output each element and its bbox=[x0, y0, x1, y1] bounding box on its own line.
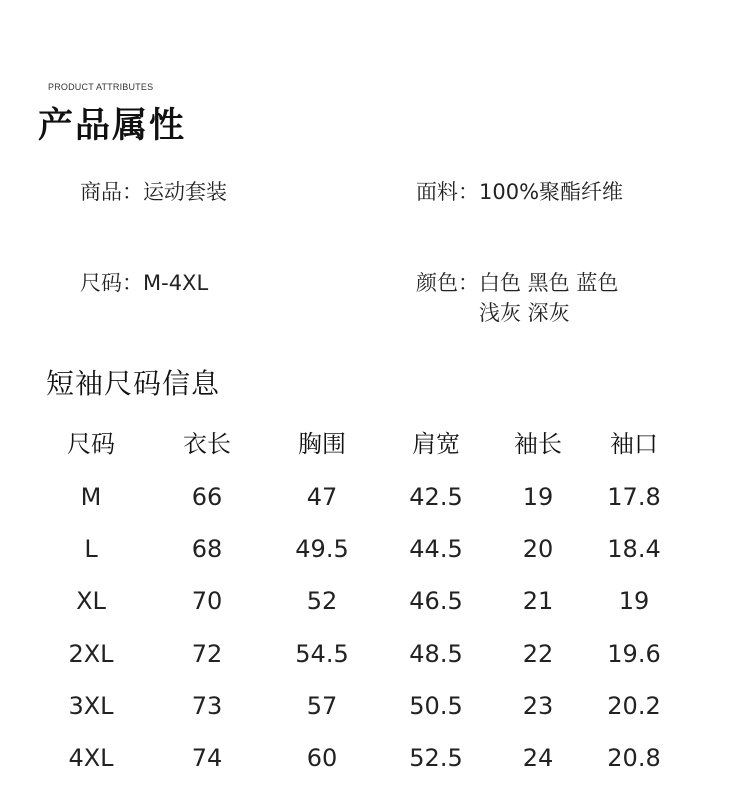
table-cell: 57 bbox=[306, 692, 338, 720]
table-cell: 52 bbox=[306, 587, 338, 615]
table-cell: 73 bbox=[191, 692, 223, 720]
attr-size-label: 尺码： bbox=[80, 271, 143, 295]
table-cell: 3XL bbox=[68, 692, 114, 720]
table-cell: 17.8 bbox=[607, 483, 661, 511]
section-subtitle-en: PRODUCT ATTRIBUTES bbox=[48, 82, 154, 92]
column-header: 袖口 bbox=[610, 430, 658, 458]
attr-product-value: 运动套装 bbox=[143, 180, 227, 204]
table-row bbox=[0, 628, 750, 680]
table-cell: 21 bbox=[522, 587, 554, 615]
table-cell: 68 bbox=[191, 535, 223, 563]
attr-color bbox=[416, 268, 618, 328]
table-cell: 44.5 bbox=[409, 535, 463, 563]
attr-product bbox=[80, 177, 227, 207]
table-cell: M bbox=[80, 483, 102, 511]
table-cell: L bbox=[84, 535, 98, 563]
attr-color-line-1: 白色 黑色 蓝色 bbox=[479, 271, 619, 295]
attr-product-label: 商品： bbox=[80, 180, 143, 204]
attr-fabric-value: 100%聚酯纤维 bbox=[479, 180, 624, 204]
table-cell: 20.2 bbox=[607, 692, 661, 720]
attr-color-values bbox=[479, 268, 618, 328]
table-cell: 2XL bbox=[68, 640, 114, 668]
table-cell: 24 bbox=[522, 744, 554, 772]
size-section-title: 短袖尺码信息 bbox=[46, 367, 221, 400]
table-cell: 4XL bbox=[68, 744, 114, 772]
page-title: 产品属性 bbox=[38, 106, 187, 146]
attr-size bbox=[80, 268, 208, 298]
table-cell: 66 bbox=[191, 483, 223, 511]
table-row bbox=[0, 680, 750, 732]
attr-fabric bbox=[416, 177, 623, 207]
table-cell: 52.5 bbox=[409, 744, 463, 772]
table-cell: XL bbox=[76, 587, 106, 615]
attr-color-label: 颜色： bbox=[416, 271, 479, 295]
attr-size-value: M-4XL bbox=[143, 271, 209, 295]
table-row bbox=[0, 732, 750, 784]
column-header: 肩宽 bbox=[412, 430, 460, 458]
table-row bbox=[0, 471, 750, 523]
table-cell: 47 bbox=[306, 483, 338, 511]
table-cell: 50.5 bbox=[409, 692, 463, 720]
table-cell: 23 bbox=[522, 692, 554, 720]
attr-color-line-2: 浅灰 深灰 bbox=[479, 301, 570, 325]
table-cell: 48.5 bbox=[409, 640, 463, 668]
table-cell: 19 bbox=[618, 587, 650, 615]
table-cell: 49.5 bbox=[295, 535, 349, 563]
column-header: 衣长 bbox=[183, 430, 231, 458]
table-cell: 54.5 bbox=[295, 640, 349, 668]
table-cell: 74 bbox=[191, 744, 223, 772]
table-cell: 70 bbox=[191, 587, 223, 615]
table-cell: 22 bbox=[522, 640, 554, 668]
table-cell: 42.5 bbox=[409, 483, 463, 511]
table-cell: 19 bbox=[522, 483, 554, 511]
table-cell: 18.4 bbox=[607, 535, 661, 563]
attr-fabric-label: 面料： bbox=[416, 180, 479, 204]
size-table-header bbox=[0, 418, 750, 470]
table-cell: 60 bbox=[306, 744, 338, 772]
table-cell: 19.6 bbox=[607, 640, 661, 668]
column-header: 尺码 bbox=[67, 430, 115, 458]
table-cell: 46.5 bbox=[409, 587, 463, 615]
column-header: 袖长 bbox=[514, 430, 562, 458]
table-row bbox=[0, 523, 750, 575]
column-header: 胸围 bbox=[298, 430, 346, 458]
table-cell: 20 bbox=[522, 535, 554, 563]
table-row bbox=[0, 575, 750, 627]
table-cell: 72 bbox=[191, 640, 223, 668]
table-cell: 20.8 bbox=[607, 744, 661, 772]
